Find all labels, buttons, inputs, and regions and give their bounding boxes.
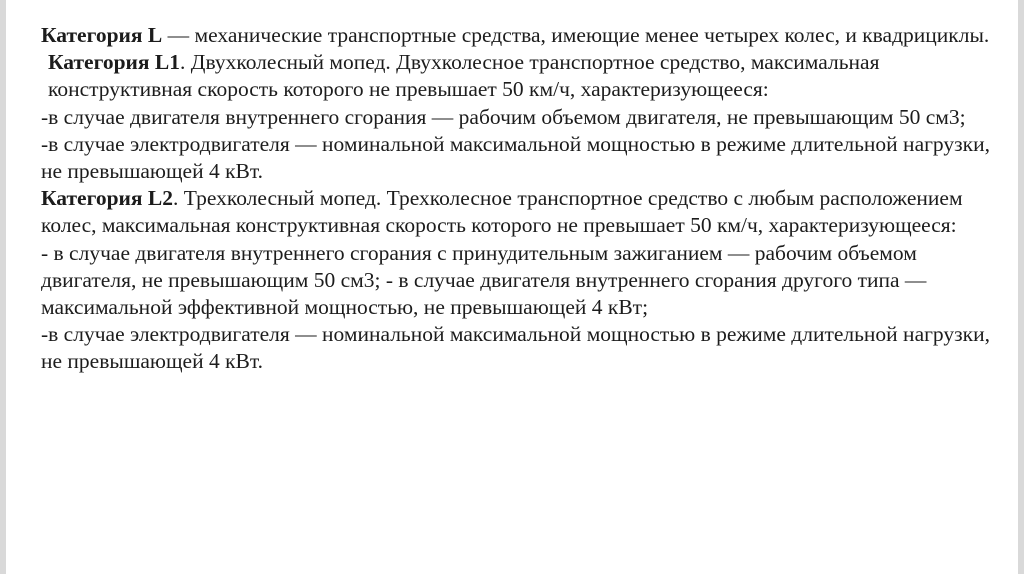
paragraph-category-l — [41, 22, 1001, 49]
heading-category-l2: Категория L2 — [41, 186, 174, 211]
paragraph-text: -в случае электродвигателя — номинальной максимальной мощностью в режиме длительной нагрузки, не превышающей 4 кВт. — [41, 322, 990, 374]
paragraph-l2-electric — [41, 321, 1001, 375]
heading-category-l1: Категория L1 — [48, 50, 181, 75]
paragraph-text: - в случае двигателя внутреннего сгорания с принудительным зажиганием — рабочим объемом двигателя, не превышающим 50 см3; - в случае двигателя внутреннего сгорания другого типа — максимальной эффективной мощностью, не превышающей 4 кВт; — [41, 240, 927, 320]
paragraph-l2-ice — [41, 240, 1001, 322]
paragraph-text: . Двухколесный мопед. Двухколесное транспортное средство, максимальная конструктивная скорость которого не превышает 50 км/ч, характеризующееся: — [48, 50, 880, 102]
paragraph-l1-ice — [41, 104, 1001, 131]
paragraph-text: -в случае двигателя внутреннего сгорания — рабочим объемом двигателя, не превышающим 50 см3; — [41, 104, 966, 129]
paragraph-l1-electric — [41, 131, 1001, 185]
right-margin — [1018, 0, 1024, 574]
paragraph-text: -в случае электродвигателя — номинальной максимальной мощностью в режиме длительной нагрузки, не превышающей 4 кВт. — [41, 131, 990, 184]
paragraph-category-l1 — [41, 49, 1001, 103]
slide — [6, 0, 1018, 574]
paragraph-text: . Трехколесный мопед. Трехколесное транспортное средство с любым расположением колес, максимальная конструктивная скорость которого не превышает 50 км/ч, характеризующееся: — [41, 186, 963, 238]
heading-category-l: Категория L — [41, 23, 163, 47]
paragraph-text: — механические транспортные средства, имеющие менее четырех колес, и квадрициклы. — [162, 23, 990, 47]
slide-text — [41, 22, 1001, 376]
paragraph-category-l2 — [41, 185, 1001, 239]
